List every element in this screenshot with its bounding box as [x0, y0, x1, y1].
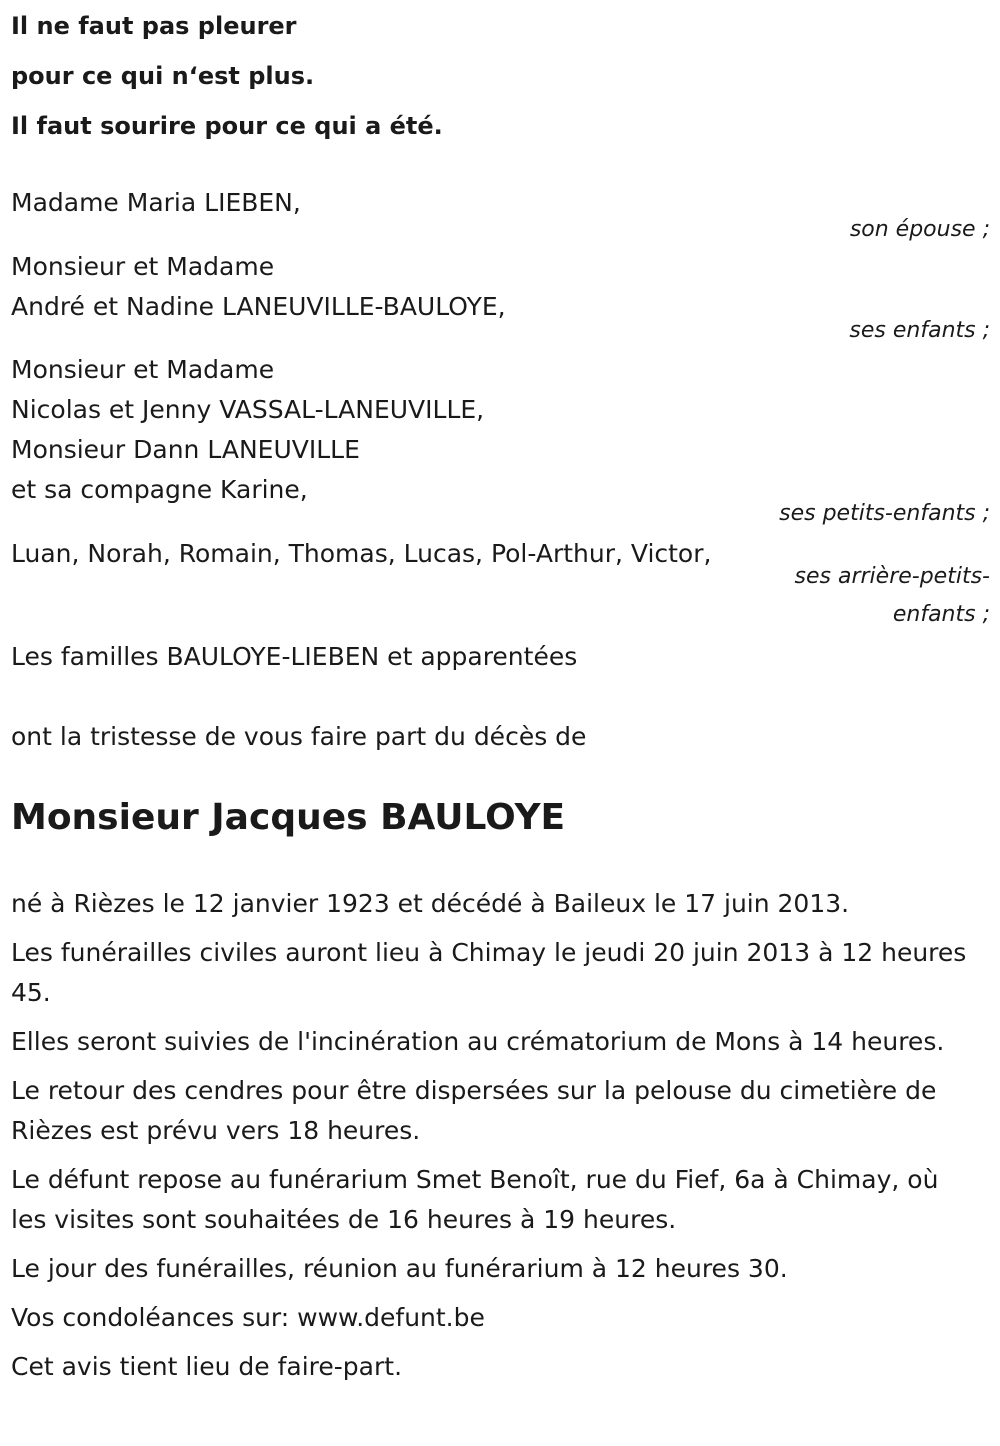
quote-line: pour ce qui n‘est plus. — [11, 62, 315, 90]
family-relation: son épouse ; — [849, 217, 990, 242]
family-group-grandchildren — [11, 350, 990, 534]
detail-paragraph: Vos condoléances sur: www.defunt.be — [11, 1303, 485, 1332]
funeral-details — [11, 884, 971, 1387]
detail-paragraph: Le jour des funérailles, réunion au funérarium à 12 heures 30. — [11, 1254, 788, 1283]
detail-paragraph: Elles seront suivies de l'incinération au crématorium de Mons à 14 heures. — [11, 1027, 945, 1056]
family-group-children — [11, 247, 990, 351]
family-name-line: Nicolas et Jenny VASSAL-LANEUVILLE, — [11, 395, 485, 424]
family-name-line: Luan, Norah, Romain, Thomas, Lucas, Pol-Arthur, Victor, — [11, 539, 712, 568]
family-name-line: Monsieur et Madame — [11, 252, 275, 281]
family-relation: ses enfants ; — [849, 318, 990, 343]
obituary-notice — [11, 0, 990, 1381]
family-name-line: et sa compagne Karine, — [11, 475, 308, 504]
opening-quote — [11, 0, 990, 151]
deceased-name: Monsieur Jacques BAULOYE — [11, 797, 566, 838]
detail-paragraph: Le retour des cendres pour être dispersées sur la pelouse du cimetière de Rièzes est prévu vers 18 heures. — [11, 1076, 937, 1145]
detail-paragraph: Les funérailles civiles auront lieu à Chimay le jeudi 20 juin 2013 à 12 heures 45. — [11, 938, 967, 1007]
family-relation: ses petits-enfants ; — [779, 501, 990, 526]
family-name-line: Monsieur Dann LANEUVILLE — [11, 435, 360, 464]
family-name-line: Madame Maria LIEBEN, — [11, 188, 301, 217]
family-name-line: André et Nadine LANEUVILLE-BAULOYE, — [11, 292, 506, 321]
quote-line: Il faut sourire pour ce qui a été. — [11, 112, 443, 140]
announcement-text: ont la tristesse de vous faire part du décès de — [11, 722, 587, 751]
quote-line: Il ne faut pas pleurer — [11, 12, 297, 40]
family-group-spouse — [11, 183, 990, 250]
detail-paragraph: Cet avis tient lieu de faire-part. — [11, 1352, 403, 1381]
detail-paragraph: né à Rièzes le 12 janvier 1923 et décédé à Baileux le 17 juin 2013. — [11, 889, 850, 918]
family-relation-line: enfants ; — [892, 602, 990, 627]
detail-paragraph: Le défunt repose au funérarium Smet Benoît, rue du Fief, 6a à Chimay, où les visites sont souhaitées de 16 heures à 19 heures. — [11, 1165, 939, 1234]
family-relation-line: ses arrière-petits- — [794, 564, 990, 589]
family-group-great-grandchildren — [11, 534, 990, 634]
extended-family: Les familles BAULOYE-LIEBEN et apparentées — [11, 642, 578, 671]
family-name-line: Monsieur et Madame — [11, 355, 275, 384]
